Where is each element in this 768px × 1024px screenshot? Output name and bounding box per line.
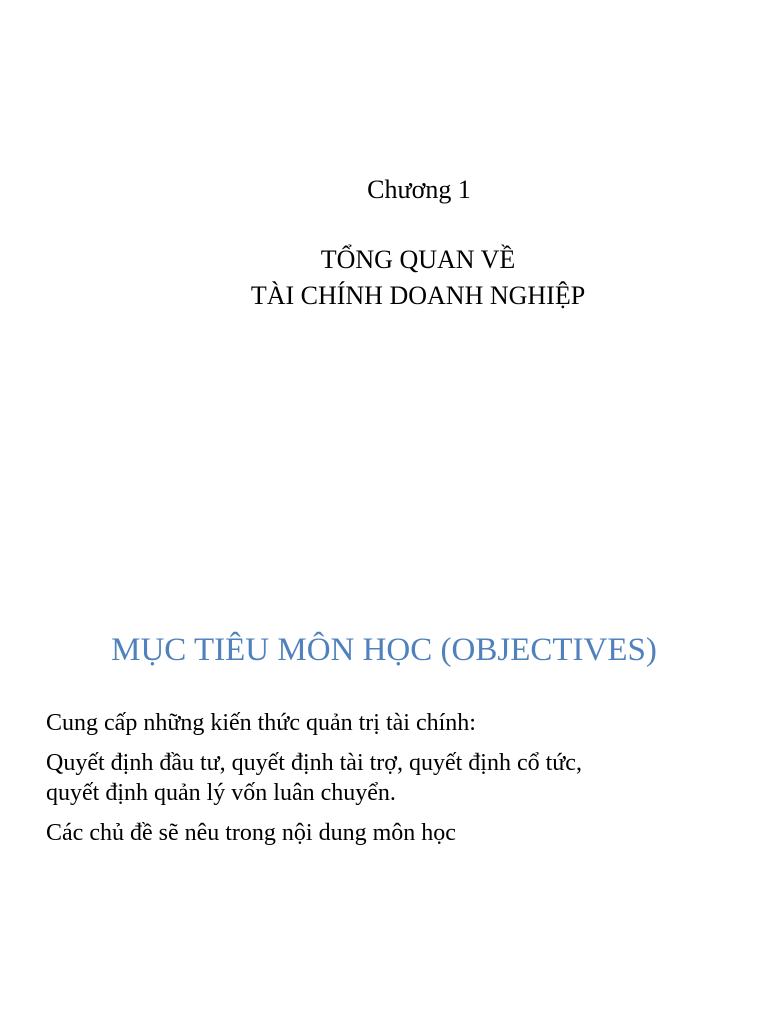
objective-line: Cung cấp những kiến thức quản trị tài chính: xyxy=(46,710,476,736)
objective-line: Các chủ đề sẽ nêu trong nội dung môn học xyxy=(46,820,456,846)
objective-item xyxy=(46,818,746,848)
objective-item xyxy=(46,708,746,738)
objectives-list xyxy=(46,708,746,858)
chapter-label: Chương 1 xyxy=(367,175,471,204)
objectives-heading: MỤC TIÊU MÔN HỌC (OBJECTIVES) xyxy=(111,632,657,668)
objective-line: Quyết định đầu tư, quyết định tài trợ, quyết định cổ tức, xyxy=(46,750,582,776)
slide-objectives xyxy=(0,512,768,1024)
chapter-title xyxy=(0,242,768,314)
chapter-title-line: TỔNG QUAN VỀ xyxy=(320,245,516,274)
objective-line: quyết định quản lý vốn luân chuyển. xyxy=(46,780,396,806)
chapter-title-line: TÀI CHÍNH DOANH NGHIỆP xyxy=(250,281,586,310)
objective-item xyxy=(46,748,746,808)
